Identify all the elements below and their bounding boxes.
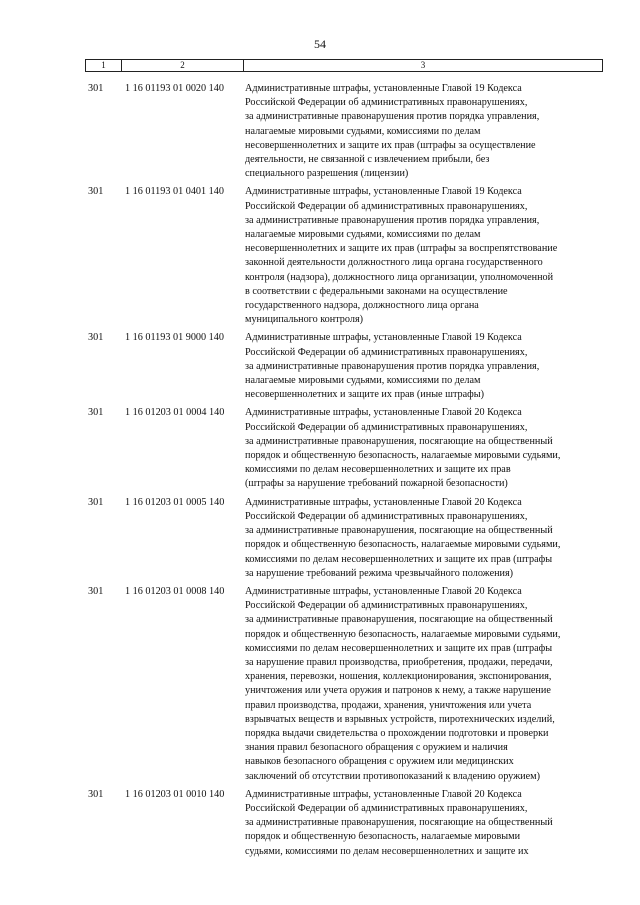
description-line: Административные штрафы, установленные Главой 20 Кодекса — [245, 585, 522, 597]
description-line: контроля (надзора), должностного лица организации, уполномоченной — [245, 271, 554, 283]
description-line: несовершеннолетних и защите их прав (штрафы за осуществление — [245, 139, 536, 151]
description-line: несовершеннолетних и защите их прав (иные штрафы) — [245, 389, 485, 401]
description-line: государственного надзора, должностного лица органа — [245, 300, 479, 312]
description-line: за нарушение правил производства, приобретения, продажи, передачи, — [245, 656, 553, 668]
admin-code-cell: 301 — [88, 186, 104, 198]
description-line: Административные штрафы, установленные Главой 19 Кодекса — [245, 186, 522, 198]
description-line: за административные правонарушения, посягающие на общественный — [245, 435, 553, 447]
revenue-code-cell: 1 16 01203 01 0004 140 — [125, 407, 225, 419]
description-line: порядок и общественную безопасность, налагаемые мировыми — [245, 831, 521, 843]
description-line: Российской Федерации об административных правонарушениях, — [245, 97, 528, 109]
admin-code-cell: 301 — [88, 496, 104, 508]
description-line: правил производства, продажи, хранения, уничтожения или учета — [245, 699, 532, 711]
admin-code-cell: 301 — [88, 585, 104, 597]
admin-code-cell: 301 — [88, 83, 104, 94]
table-row — [0, 406, 640, 491]
table-row — [0, 82, 640, 181]
revenue-code-cell: 1 16 01193 01 9000 140 — [125, 332, 224, 344]
description-cell — [245, 185, 600, 327]
admin-code-cell: 301 — [88, 332, 104, 344]
description-line: несовершеннолетних и защите их прав (штрафы за воспрепятствование — [245, 243, 558, 255]
table-row — [0, 585, 640, 784]
description-line: Административные штрафы, установленные Главой 20 Кодекса — [245, 496, 522, 508]
description-line: налагаемые мировыми судьями, комиссиями по делам — [245, 375, 481, 387]
description-line: Российской Федерации об административных правонарушениях, — [245, 802, 528, 814]
description-line: за административные правонарушения против порядка управления, — [245, 360, 540, 372]
description-cell — [245, 406, 600, 491]
table-row — [0, 331, 640, 402]
description-line: уничтожения или учета оружия и патронов к нему, а также нарушение — [245, 685, 551, 697]
description-line: за административные правонарушения, посягающие на общественный — [245, 614, 553, 626]
description-cell — [245, 788, 600, 859]
description-line: Административные штрафы, установленные Главой 20 Кодекса — [245, 407, 522, 419]
description-line: комиссиями по делам несовершеннолетних и защите их прав (штрафы — [245, 553, 553, 565]
description-line: взрывчатых веществ и взрывных устройств, пиротехнических изделий, — [245, 713, 555, 725]
description-line: знания правил безопасного обращения с оружием и наличия — [245, 742, 508, 754]
description-line: Российской Федерации об административных правонарушениях, — [245, 421, 528, 433]
description-cell — [245, 82, 600, 181]
revenue-code-cell: 1 16 01203 01 0008 140 — [125, 585, 225, 597]
description-line: деятельности, не связанной с извлечением прибыли, без — [245, 154, 490, 166]
admin-code-cell: 301 — [88, 788, 104, 800]
description-line: Российской Федерации об административных правонарушениях, — [245, 200, 528, 212]
description-line: Российской Федерации об административных правонарушениях, — [245, 510, 528, 522]
description-cell — [245, 331, 600, 402]
table-row — [0, 496, 640, 581]
page-number: 54 — [314, 37, 326, 51]
description-cell — [245, 496, 600, 581]
description-line: законной деятельности должностного лица органа государственного — [245, 257, 543, 269]
revenue-code-cell: 1 16 01203 01 0005 140 — [125, 496, 225, 508]
description-line: за административные правонарушения, посягающие на общественный — [245, 525, 553, 537]
description-line: порядок и общественную безопасность, налагаемые мировыми судьями, — [245, 539, 561, 551]
description-cell — [245, 585, 600, 784]
description-line: судьями, комиссиями по делам несовершеннолетних и защите их — [245, 845, 529, 857]
description-line: за административные правонарушения против порядка управления, — [245, 214, 540, 226]
description-line: муниципального контроля) — [245, 314, 364, 326]
revenue-code-cell: 1 16 01203 01 0010 140 — [125, 788, 225, 800]
column-header-2: 2 — [122, 60, 244, 72]
description-line: комиссиями по делам несовершеннолетних и защите их прав — [245, 464, 511, 476]
description-line: комиссиями по делам несовершеннолетних и защите их прав (штрафы — [245, 642, 553, 654]
description-line: (штрафы за нарушение требований пожарной безопасности) — [245, 478, 508, 490]
description-line: заключений об отсутствии противопоказаний к владению оружием) — [245, 770, 540, 782]
description-line: хранения, перевозки, ношения, коллекционирования, экспонирования, — [245, 671, 552, 683]
revenue-code-cell: 1 16 01193 01 0401 140 — [125, 186, 224, 198]
description-line: за административные правонарушения против порядка управления, — [245, 111, 540, 123]
description-line: специального разрешения (лицензии) — [245, 168, 409, 180]
column-header-3: 3 — [244, 60, 603, 72]
description-line: за нарушение требований режима чрезвычайного положения) — [245, 567, 514, 579]
table-row — [0, 185, 640, 327]
admin-code-cell: 301 — [88, 407, 104, 419]
description-line: Административные штрафы, установленные Главой 19 Кодекса — [245, 83, 522, 94]
column-header-1: 1 — [86, 60, 122, 72]
column-header-table — [85, 59, 603, 72]
description-line: порядок и общественную безопасность, налагаемые мировыми судьями, — [245, 628, 561, 640]
description-line: Российской Федерации об административных правонарушениях, — [245, 346, 528, 358]
description-line: налагаемые мировыми судьями, комиссиями по делам — [245, 125, 481, 137]
revenue-code-cell: 1 16 01193 01 0020 140 — [125, 83, 224, 94]
description-line: Административные штрафы, установленные Главой 20 Кодекса — [245, 788, 522, 800]
description-line: Административные штрафы, установленные Главой 19 Кодекса — [245, 332, 522, 344]
description-line: за административные правонарушения, посягающие на общественный — [245, 817, 553, 829]
description-line: налагаемые мировыми судьями, комиссиями по делам — [245, 229, 481, 241]
description-line: Российской Федерации об административных правонарушениях, — [245, 600, 528, 612]
description-line: навыков безопасного обращения с оружием или медицинских — [245, 756, 514, 768]
description-line: порядка выдачи свидетельства о прохождении подготовки и проверки — [245, 727, 549, 739]
table-body — [0, 82, 640, 863]
description-line: в соответствии с федеральными законами на осуществление — [245, 285, 508, 297]
table-row — [0, 788, 640, 859]
column-header-row — [86, 60, 603, 72]
description-line: порядок и общественную безопасность, налагаемые мировыми судьями, — [245, 450, 561, 462]
